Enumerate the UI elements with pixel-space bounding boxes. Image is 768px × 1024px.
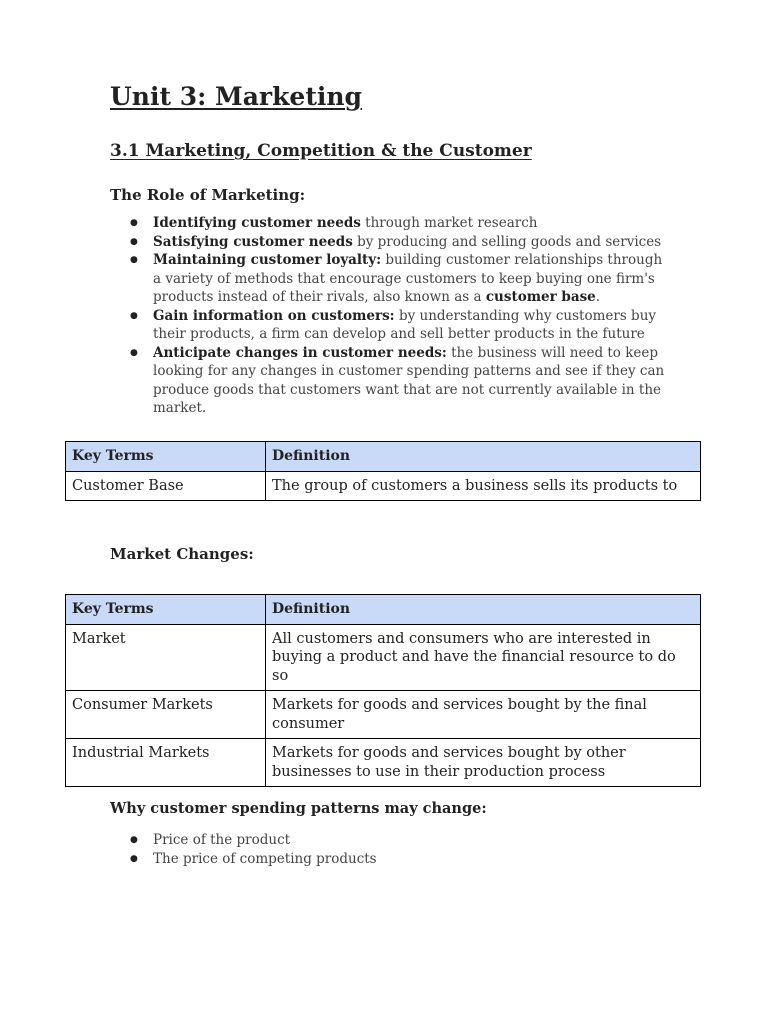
list-item: ● Satisfying customer needs by producing and selling goods and services	[110, 233, 670, 252]
list-item: ● Price of the product	[110, 831, 670, 850]
customer-base-table	[65, 441, 701, 501]
table-row	[66, 691, 701, 739]
section-heading: 3.1 Marketing, Competition & the Customer	[110, 141, 532, 161]
market-changes-heading: Market Changes:	[110, 545, 254, 563]
role-heading: The Role of Marketing:	[110, 186, 306, 204]
definition-cell: All customers and consumers who are interested in buying a product and have the financial resource to do so	[266, 624, 701, 691]
definition-cell: The group of customers a business sells its products to	[266, 471, 701, 501]
spending-heading: Why customer spending patterns may change:	[110, 800, 487, 817]
header-definition: Definition	[266, 595, 701, 625]
term-cell: Industrial Markets	[66, 739, 266, 787]
table-row	[66, 471, 701, 501]
page-title: Unit 3: Marketing	[110, 82, 363, 111]
term-cell: Market	[66, 624, 266, 691]
term-cell: Customer Base	[66, 471, 266, 501]
list-item: ● Identifying customer needs through market research	[110, 214, 670, 233]
table-row	[66, 739, 701, 787]
header-definition: Definition	[266, 442, 701, 472]
header-key-terms: Key Terms	[66, 595, 266, 625]
spending-list	[110, 831, 670, 868]
list-item: ● Anticipate changes in customer needs: the business will need to keep looking for any changes in customer spending patterns and see if they can produce goods that customers want that are not currently available in the market.	[110, 344, 670, 418]
header-key-terms: Key Terms	[66, 442, 266, 472]
definition-cell: Markets for goods and services bought by the final consumer	[266, 691, 701, 739]
term-cell: Consumer Markets	[66, 691, 266, 739]
table-header-row	[66, 442, 701, 472]
list-item: ● Maintaining customer loyalty: building customer relationships through a variety of methods that encourage customers to keep buying one firm's products instead of their rivals, also known as a customer base.	[110, 251, 670, 307]
table-row	[66, 624, 701, 691]
definition-cell: Markets for goods and services bought by other businesses to use in their production process	[266, 739, 701, 787]
market-terms-table	[65, 594, 701, 787]
role-list	[110, 214, 670, 418]
list-item: ● Gain information on customers: by understanding why customers buy their products, a firm can develop and sell better products in the future	[110, 307, 670, 344]
list-item: ● The price of competing products	[110, 850, 670, 869]
table-header-row	[66, 595, 701, 625]
